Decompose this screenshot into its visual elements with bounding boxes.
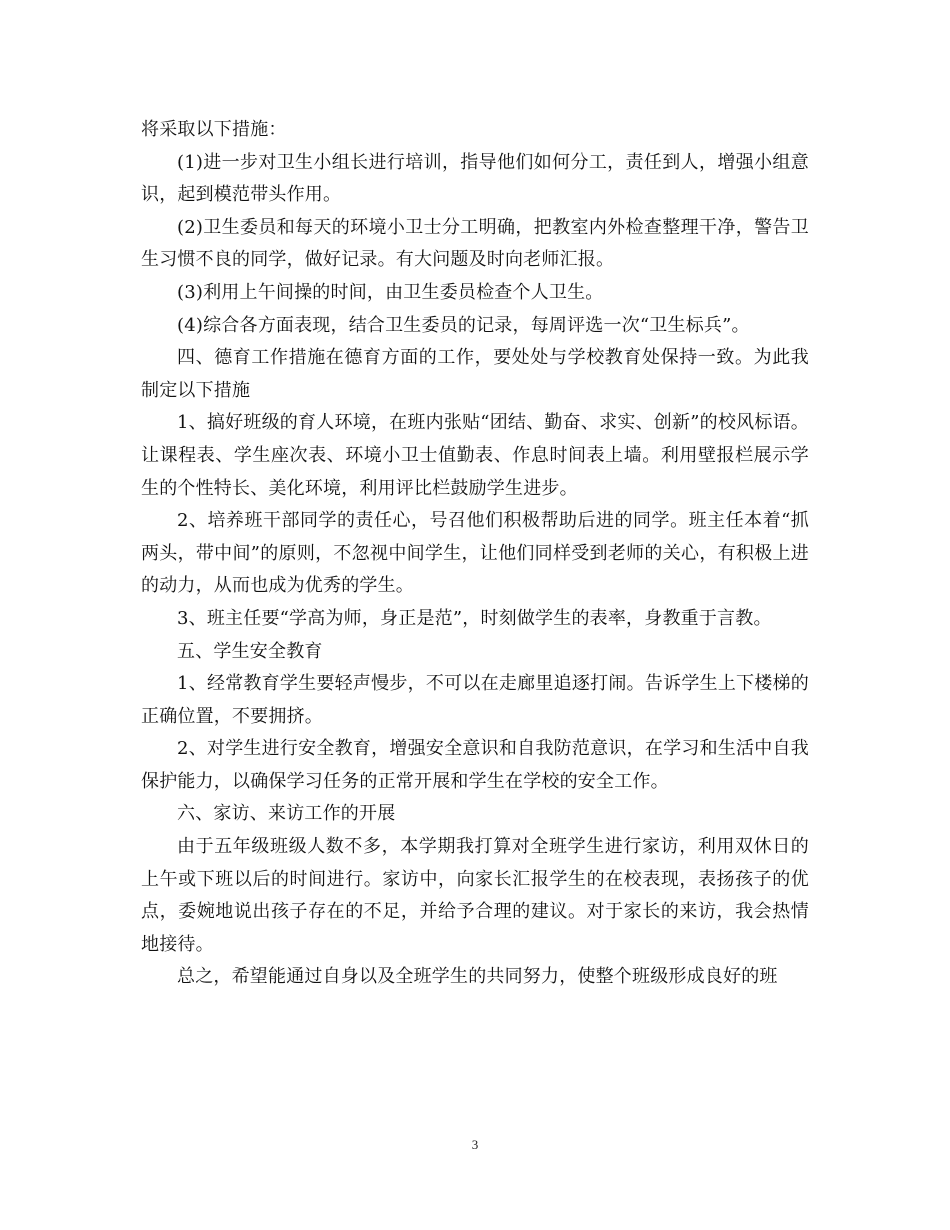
paragraph-safety-1: 1、经常教育学生要轻声慢步，不可以在走廊里追逐打闹。告诉学生上下楼梯的正确位置，不要拥挤。 (141, 673, 809, 727)
paragraph-safety-2: 2、对学生进行安全教育，增强安全意识和自我防范意识，在学习和生活中自我保护能力，以确保学习任务的正常开展和学生在学校的安全工作。 (141, 738, 809, 792)
page-number: 3 (471, 1137, 479, 1152)
paragraph-intro: 将采取以下措施： (141, 119, 287, 140)
document-body (141, 114, 809, 994)
paragraph-moral-1: 1、搞好班级的育人环境，在班内张贴“团结、勤奋、求实、创新”的校风标语。让课程表、学生座次表、环境小卫士值勤表、作息时间表上墙。利用壁报栏展示学生的个性特长、美化环境，利用评比栏鼓励学生进步。 (141, 412, 809, 499)
paragraph-moral-2: 2、培养班干部同学的责任心，号召他们积极帮助后进的同学。班主任本着“抓两头，带中间”的原则，不忽视中间学生，让他们同样受到老师的关心，有积极上进的动力，从而也成为优秀的学生。 (141, 510, 809, 597)
section-heading-safety: 五、学生安全教育 (177, 640, 323, 662)
paragraph-measure-2: (2)卫生委员和每天的环境小卫士分工明确，把教室内外检查整理干净，警告卫生习惯不良的同学，做好记录。有大问题及时向老师汇报。 (141, 216, 809, 271)
paragraph-moral-3: 3、班主任要“学高为师，身正是范”，时刻做学生的表率，身教重于言教。 (177, 607, 772, 629)
paragraph-measure-1: (1)进一步对卫生小组长进行培训，指导他们如何分工，责任到人，增强小组意识，起到模范带头作用。 (141, 151, 809, 206)
paragraph-measure-3: (3)利用上午间操的时间，由卫生委员检查个人卫生。 (177, 281, 604, 303)
paragraph-measure-4: (4)综合各方面表现，结合卫生委员的记录，每周评选一次“卫生标兵”。 (177, 314, 750, 336)
section-heading-moral-education: 四、德育工作措施在德育方面的工作，要处处与学校教育处保持一致。为此我制定以下措施 (141, 347, 809, 401)
section-heading-home-visits: 六、家访、来访工作的开展 (177, 803, 396, 825)
paragraph-home-visits: 由于五年级班级人数不多，本学期我打算对全班学生进行家访，利用双休日的上午或下班以后的时间进行。家访中，向家长汇报学生的在校表现，表扬孩子的优点，委婉地说出孩子存在的不足，并给予合理的建议。对于家长的来访，我会热情地接待。 (141, 836, 809, 955)
paragraph-conclusion: 总之，希望能通过自身以及全班学生的共同努力，使整个班级形成良好的班 (177, 966, 778, 988)
